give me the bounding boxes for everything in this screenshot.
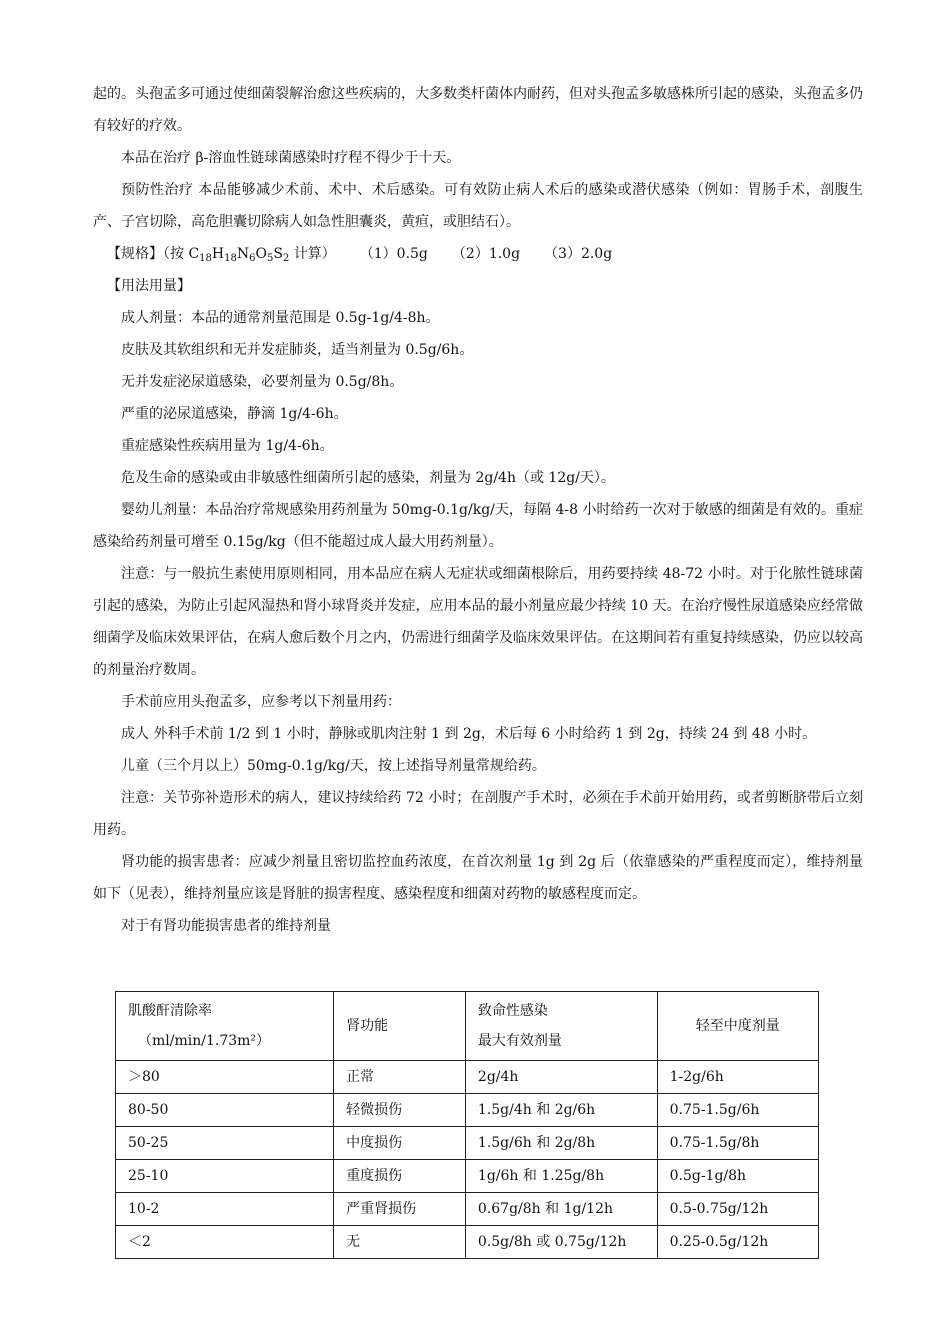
- cell-renal-function: 严重肾损伤: [334, 1193, 466, 1226]
- cell-clearance: ＞80: [116, 1061, 334, 1094]
- cell-renal-function: 中度损伤: [334, 1127, 466, 1160]
- paragraph-surgery-intro: 手术前应用头孢孟多，应参考以下剂量用药：: [121, 694, 401, 710]
- paragraph-surgery-adult: 成人 外科手术前 1/2 到 1 小时，静脉或肌肉注射 1 到 2g，术后每 6 小时给药 1 到 2g，持续 24 到 48 小时。: [121, 726, 817, 742]
- table-header-row: [116, 992, 819, 1061]
- spec-option-1: （1）0.5g: [359, 246, 428, 262]
- paragraph-severe-uti-dose: 严重的泌尿道感染，静滴 1g/4-6h。: [121, 406, 348, 422]
- usage-heading: 【用法用量】: [107, 278, 191, 294]
- spec-line: [93, 238, 863, 270]
- cell-renal-function: 正常: [334, 1061, 466, 1094]
- paragraph-strep-duration: 本品在治疗 β-溶血性链球菌感染时疗程不得少于十天。: [121, 150, 461, 166]
- paragraph-note-1: 注意：与一般抗生素使用原则相同，用本品应在病人无症状或细菌根除后，用药要持续 48-72 小时。对于化脓性链球菌引起的感染，为防止引起风湿热和肾小球肾炎并发症，应用本品的最小剂量应最少持续 10 天。在治疗慢性尿道感染应经常做细菌学及临床效果评估，在病人愈后数个月之内，仍需进行细菌学及临床效果评估。在这期间若有重复持续感染，仍应以较高的剂量治疗数周。: [93, 566, 863, 678]
- header-renal-function: 肾功能: [334, 992, 466, 1061]
- table-row: [116, 1061, 819, 1094]
- cell-renal-function: 重度损伤: [334, 1160, 466, 1193]
- paragraph-prophylaxis: 预防性治疗 本品能够减少术前、术中、术后感染。可有效防止病人术后的感染或潜伏感染（例如：胃肠手术，剖腹生产、子宫切除，高危胆囊切除病人如急性胆囊炎，黄疸，或胆结石）。: [93, 182, 863, 230]
- cell-fatal-dose: 1.5g/4h 和 2g/6h: [465, 1094, 657, 1127]
- cell-renal-function: 无: [334, 1226, 466, 1259]
- table-row: [116, 1094, 819, 1127]
- header-mild-dose: 轻至中度剂量: [657, 992, 818, 1061]
- header-clearance: 肌酸酐清除率 （ml/min/1.73m²）: [116, 992, 334, 1061]
- header-fatal-infection: 致命性感染 最大有效剂量: [465, 992, 657, 1061]
- paragraph-surgery-child: 儿童（三个月以上）50mg-0.1g/kg/天，按上述指导剂量常规给药。: [121, 758, 546, 774]
- cell-clearance: 10-2: [116, 1193, 334, 1226]
- cell-mild-dose: 0.5-0.75g/12h: [657, 1193, 818, 1226]
- cell-clearance: 50-25: [116, 1127, 334, 1160]
- paragraph-note-2: 注意：关节弥补造形术的病人，建议持续给药 72 小时；在剖腹产手术时，必须在手术前开始用药，或者剪断脐带后立刻用药。: [93, 790, 863, 838]
- cell-fatal-dose: 0.5g/8h 或 0.75g/12h: [465, 1226, 657, 1259]
- cell-mild-dose: 0.5g-1g/8h: [657, 1160, 818, 1193]
- table-row: [116, 1193, 819, 1226]
- renal-dose-table: [115, 991, 819, 1259]
- paragraph-adult-dose: 成人剂量：本品的通常剂量范围是 0.5g-1g/4-8h。: [121, 310, 440, 326]
- table-caption: 对于有肾功能损害患者的维持剂量: [121, 918, 331, 934]
- spec-option-2: （2）1.0g: [451, 246, 521, 262]
- cell-mild-dose: 0.25-0.5g/12h: [657, 1226, 818, 1259]
- paragraph-renal: 肾功能的损害患者：应减少剂量且密切监控血药浓度，在首次剂量 1g 到 2g 后（依靠感染的严重程度而定），维持剂量如下（见表），维持剂量应该是肾脏的损害程度、感染程度和细菌对药物的敏感程度而定。: [93, 854, 863, 902]
- cell-renal-function: 轻微损伤: [334, 1094, 466, 1127]
- cell-fatal-dose: 2g/4h: [465, 1061, 657, 1094]
- spec-formula: （按 $C_{18}H_{18}N_6O_5S_2$ 计算）: [163, 246, 336, 264]
- spec-label: 【规格】: [107, 246, 163, 262]
- paragraph-intro: 起的。头孢孟多可通过使细菌裂解治愈这些疾病的，大多数类杆菌体内耐药，但对头孢孟多敏感株所引起的感染，头孢孟多仍有较好的疗效。: [93, 86, 863, 134]
- cell-fatal-dose: 0.67g/8h 和 1g/12h: [465, 1193, 657, 1226]
- paragraph-uti-dose: 无并发症泌尿道感染，必要剂量为 0.5g/8h。: [121, 374, 404, 390]
- table-row: [116, 1160, 819, 1193]
- paragraph-infant-dose: 婴幼儿剂量：本品治疗常规感染用药剂量为 50mg-0.1g/kg/天，每隔 4-8 小时给药一次对于敏感的细菌是有效的。重症感染给药剂量可增至 0.15g/kg（但不能超过成人最大用药剂量）。: [93, 502, 863, 550]
- paragraph-severe-infection-dose: 重症感染性疾病用量为 1g/4-6h。: [121, 438, 334, 454]
- table-row: [116, 1127, 819, 1160]
- paragraph-life-threatening-dose: 危及生命的感染或由非敏感性细菌所引起的感染，剂量为 2g/4h（或 12g/天）。: [121, 470, 615, 486]
- cell-mild-dose: 1-2g/6h: [657, 1061, 818, 1094]
- cell-clearance: ＜2: [116, 1226, 334, 1259]
- table-row: [116, 1226, 819, 1259]
- cell-fatal-dose: 1g/6h 和 1.25g/8h: [465, 1160, 657, 1193]
- spec-option-3: （3）2.0g: [544, 246, 613, 262]
- cell-clearance: 25-10: [116, 1160, 334, 1193]
- cell-clearance: 80-50: [116, 1094, 334, 1127]
- cell-mild-dose: 0.75-1.5g/8h: [657, 1127, 818, 1160]
- document-body: [93, 78, 863, 942]
- cell-mild-dose: 0.75-1.5g/6h: [657, 1094, 818, 1127]
- cell-fatal-dose: 1.5g/6h 和 2g/8h: [465, 1127, 657, 1160]
- paragraph-skin-dose: 皮肤及其软组织和无并发症肺炎，适当剂量为 0.5g/6h。: [121, 342, 474, 358]
